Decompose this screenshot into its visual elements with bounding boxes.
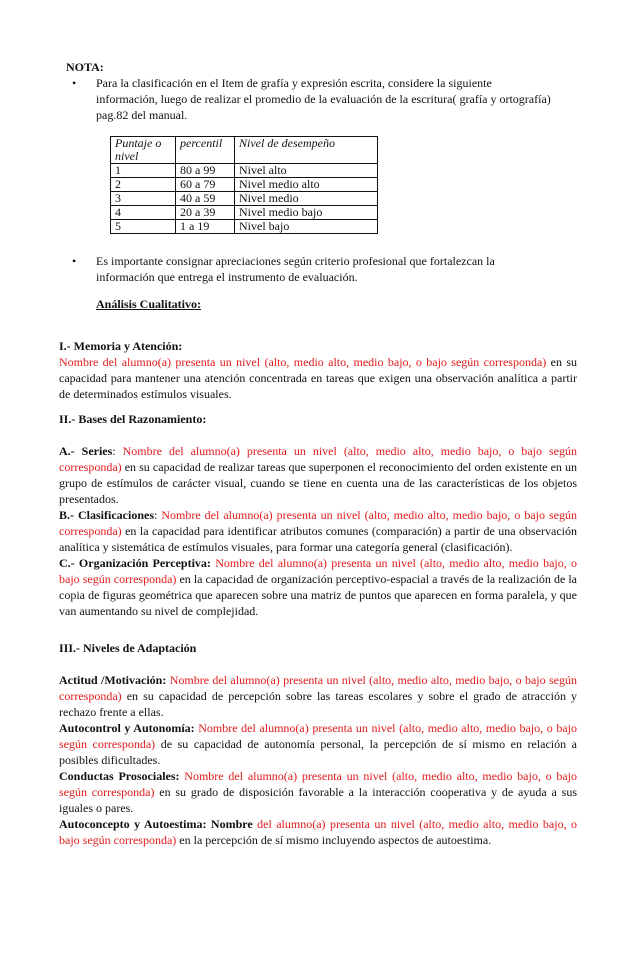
actitud-text: en su capacidad de percepción sobre las tareas escolares y sobre el grado de atracción y rechazo frente a ellas. bbox=[59, 689, 577, 719]
autocontrol-text: de su capacidad de autonomía personal, la percepción de sí mismo en relación a posibles dificultades. bbox=[59, 737, 578, 767]
cell-percentil: 40 a 59 bbox=[176, 192, 235, 206]
cell-percentil: 80 a 99 bbox=[176, 164, 235, 178]
table-row bbox=[111, 178, 378, 192]
header-puntaje: Puntaje o nivel bbox=[111, 137, 176, 164]
nota-bullet-2 bbox=[72, 253, 582, 285]
series-colon: : bbox=[112, 444, 123, 458]
cell-percentil: 20 a 39 bbox=[176, 206, 235, 220]
bullet-1-line-1: Para la clasificación en el Item de grafía y expresión escrita, considere la siguiente bbox=[96, 76, 492, 90]
bullet-2-line-1: Es importante consignar apreciaciones según criterio profesional que fortalezcan la bbox=[96, 254, 495, 268]
section-3-body bbox=[59, 672, 577, 848]
cell-nivel: Nivel medio bbox=[235, 192, 378, 206]
subsection-series bbox=[59, 443, 577, 507]
section-2-title: II.- Bases del Razonamiento: bbox=[59, 412, 207, 426]
bullet-icon: • bbox=[72, 254, 77, 268]
table-row bbox=[111, 220, 378, 234]
bullet-2-line-2: información que entrega el instrumento de evaluación. bbox=[96, 270, 358, 284]
conductas-label: Conductas Prosociales: bbox=[59, 769, 180, 783]
qualitative-analysis-heading: Análisis Cualitativo: bbox=[96, 297, 202, 311]
student-placeholder: Nombre del alumno(a) presenta un nivel (alto, medio alto, medio bajo, o bajo según corresponda) bbox=[59, 444, 577, 474]
cell-percentil: 1 a 19 bbox=[176, 220, 235, 234]
autoconcepto-label: Autoconcepto y Autoestima: Nombre bbox=[59, 817, 253, 831]
cell-nivel: Nivel medio bajo bbox=[235, 206, 378, 220]
clasificaciones-label: B.- Clasificaciones bbox=[59, 508, 154, 522]
cell-percentil: 60 a 79 bbox=[176, 178, 235, 192]
clasificaciones-colon: : bbox=[154, 508, 162, 522]
subsection-autoconcepto bbox=[59, 816, 577, 848]
cell-puntaje: 4 bbox=[111, 206, 176, 220]
student-placeholder: Nombre del alumno(a) presenta un nivel (alto, medio alto, medio bajo, o bajo según corresponda) bbox=[59, 508, 577, 538]
header-nivel: Nivel de desempeño bbox=[235, 137, 378, 164]
cell-nivel: Nivel alto bbox=[235, 164, 378, 178]
student-placeholder: Nombre del alumno(a) presenta un nivel (alto, medio alto, medio bajo, o bajo según corresponda) bbox=[59, 769, 578, 799]
table-row bbox=[111, 192, 378, 206]
conductas-text: en su grado de disposición favorable a la interacción cooperativa y de ayuda a sus iguales o pares. bbox=[59, 785, 577, 815]
table-header-row bbox=[111, 137, 378, 164]
student-placeholder: Nombre del alumno(a) presenta un nivel (alto, medio alto, medio bajo, o bajo según corresponda) bbox=[59, 556, 577, 586]
performance-levels-table bbox=[110, 136, 378, 234]
subsection-clasificaciones bbox=[59, 507, 577, 555]
section-3-title: III.- Niveles de Adaptación bbox=[59, 641, 197, 655]
section-2-body bbox=[59, 443, 577, 619]
student-placeholder: Nombre del alumno(a) presenta un nivel (alto, medio alto, medio bajo, o bajo según corresponda) bbox=[59, 721, 578, 751]
section-1-text: en su capacidad para mantener una atención concentrada en tareas que exigen una observación analítica a partir de determinados estímulos visuales. bbox=[59, 355, 577, 401]
subsection-organizacion-perceptiva bbox=[59, 555, 577, 619]
cell-puntaje: 2 bbox=[111, 178, 176, 192]
series-label: A.- Series bbox=[59, 444, 113, 458]
autoconcepto-text: en la percepción de sí mismo incluyendo aspectos de autoestima. bbox=[176, 833, 492, 847]
cell-nivel: Nivel medio alto bbox=[235, 178, 378, 192]
nota-title: NOTA: bbox=[66, 60, 104, 74]
subsection-autocontrol bbox=[59, 720, 577, 768]
bullet-1-line-3: pag.82 del manual. bbox=[96, 108, 188, 122]
student-placeholder: del alumno(a) presenta un nivel (alto, medio alto, medio bajo, o bajo según corresponda) bbox=[59, 817, 578, 847]
organizacion-label: C.- Organización Perceptiva: bbox=[59, 556, 211, 570]
student-placeholder: Nombre del alumno(a) presenta un nivel (alto, medio alto, medio bajo, o bajo según corresponda) bbox=[59, 673, 577, 703]
cell-nivel: Nivel bajo bbox=[235, 220, 378, 234]
bullet-1-line-2: información, luego de realizar el promedio de la evaluación de la escritura( grafía y ortografía) bbox=[96, 92, 551, 106]
nota-bullet-1 bbox=[72, 75, 582, 123]
subsection-conductas bbox=[59, 768, 577, 816]
cell-puntaje: 5 bbox=[111, 220, 176, 234]
autocontrol-label: Autocontrol y Autonomía: bbox=[59, 721, 195, 735]
table-row bbox=[111, 164, 378, 178]
table-row bbox=[111, 206, 378, 220]
cell-puntaje: 1 bbox=[111, 164, 176, 178]
bullet-icon: • bbox=[72, 76, 77, 90]
header-percentil: percentil bbox=[176, 137, 235, 164]
series-text: en su capacidad de realizar tareas que superponen el reconocimiento del orden existente en un grupo de estímulos de carácter visual, cuando se tiene en cuenta una de las características de los objetos presentados. bbox=[59, 460, 577, 506]
organizacion-text: en la capacidad de organización perceptivo-espacial a través de la realización de la copia de figuras geométrica que aparecen sobre una matriz de puntos que aparecen en forma paralela, y que van aumentando su nivel de complejidad. bbox=[59, 572, 578, 618]
student-placeholder: Nombre del alumno(a) presenta un nivel (alto, medio alto, medio bajo, o bajo según corresponda) bbox=[59, 355, 547, 369]
cell-puntaje: 3 bbox=[111, 192, 176, 206]
section-1-title: I.- Memoria y Atención: bbox=[59, 339, 183, 353]
clasificaciones-text: en la capacidad para identificar atributos comunes (comparación) a partir de una observación analítica y sistemática de estímulos visuales, para formar una categoría general (clasificación). bbox=[59, 524, 577, 554]
section-memoria-atencion bbox=[59, 338, 577, 402]
actitud-label: Actitud /Motivación: bbox=[59, 673, 167, 687]
subsection-actitud bbox=[59, 672, 577, 720]
